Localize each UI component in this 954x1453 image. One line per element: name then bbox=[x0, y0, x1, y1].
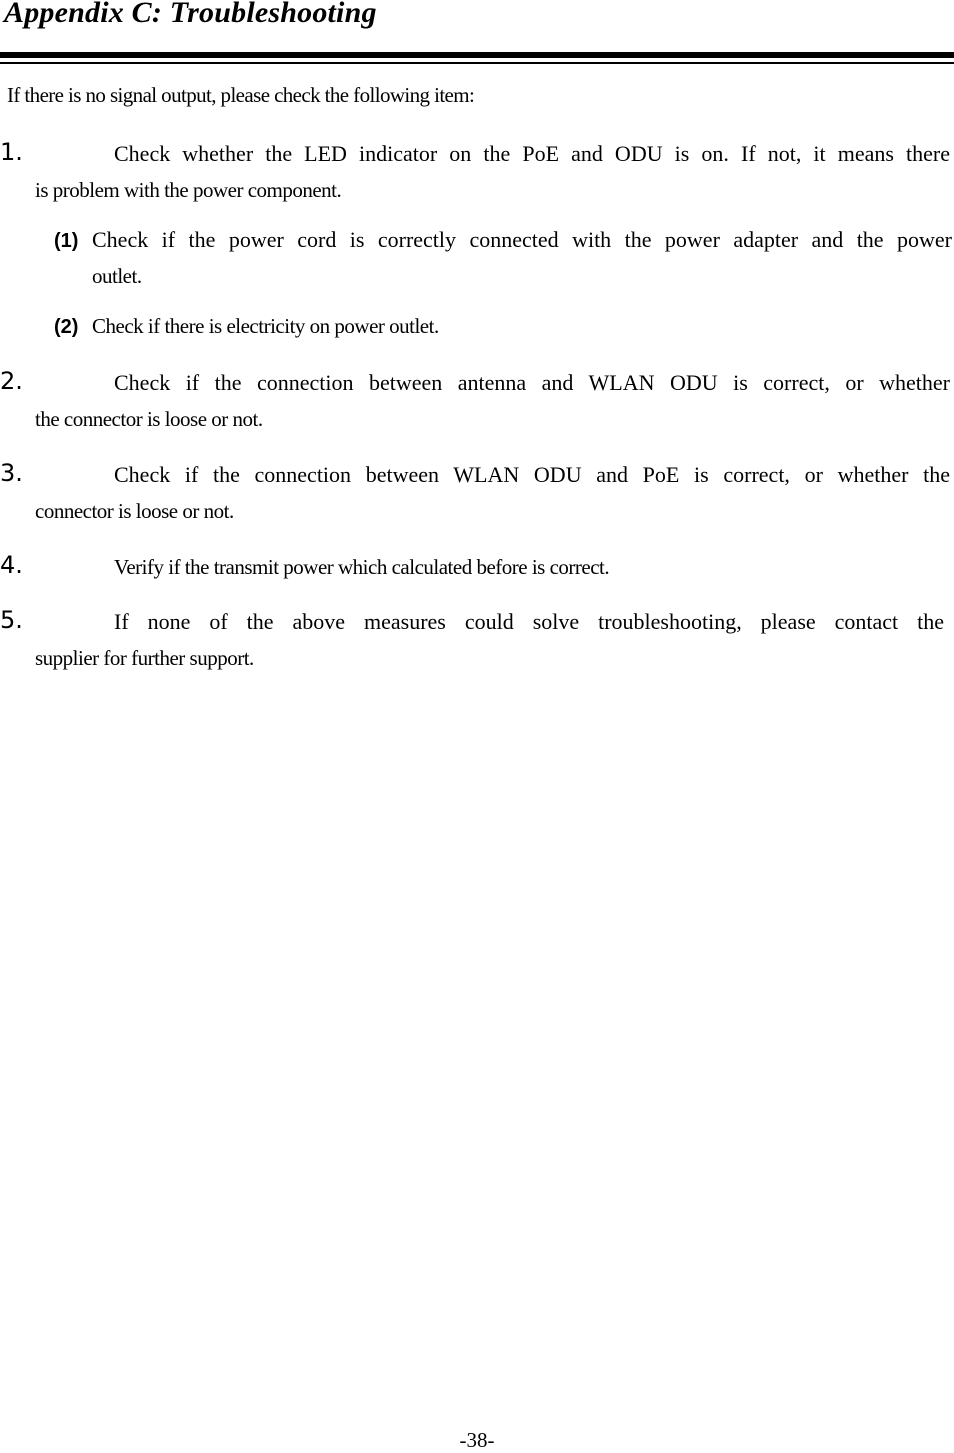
list-item-number: 2. bbox=[0, 367, 23, 395]
list-item-text: Check if the connection between antenna and WLAN ODU is correct, or whether bbox=[114, 370, 950, 395]
list-item-text: Check whether the LED indicator on the PoE and ODU is on. If not, it means there bbox=[114, 141, 950, 166]
sub-list-item-number: (2) bbox=[54, 316, 79, 338]
list-item-text-continued: supplier for further support. bbox=[35, 646, 254, 670]
title-rule-thin bbox=[0, 62, 954, 64]
sub-list-item-text: Check if there is electricity on power outlet. bbox=[92, 314, 439, 338]
list-item-text: Check if the connection between WLAN ODU and PoE is correct, or whether the bbox=[114, 462, 950, 487]
title-rule-thick bbox=[0, 52, 954, 58]
list-item-number: 5. bbox=[0, 606, 23, 634]
list-item-text: If none of the above measures could solve troubleshooting, please contact the bbox=[114, 609, 944, 634]
sub-list-item-text-continued: outlet. bbox=[92, 264, 142, 288]
sub-list-item-text: Check if the power cord is correctly connected with the power adapter and the power bbox=[92, 227, 952, 252]
list-item-text-continued: the connector is loose or not. bbox=[35, 407, 263, 431]
sub-list-item-number: (1) bbox=[54, 230, 79, 252]
list-item-number: 3. bbox=[0, 459, 23, 487]
page-number: -38- bbox=[459, 1428, 495, 1452]
list-item-text-continued: is problem with the power component. bbox=[35, 178, 342, 202]
intro-text: If there is no signal output, please check the following item: bbox=[7, 83, 475, 107]
list-item-number: 1. bbox=[0, 138, 23, 166]
list-item-text-continued: connector is loose or not. bbox=[35, 499, 234, 523]
list-item-number: 4. bbox=[0, 551, 23, 579]
page-title: Appendix C: Troubleshooting bbox=[4, 0, 377, 29]
list-item-text: Verify if the transmit power which calculated before is correct. bbox=[114, 555, 610, 579]
